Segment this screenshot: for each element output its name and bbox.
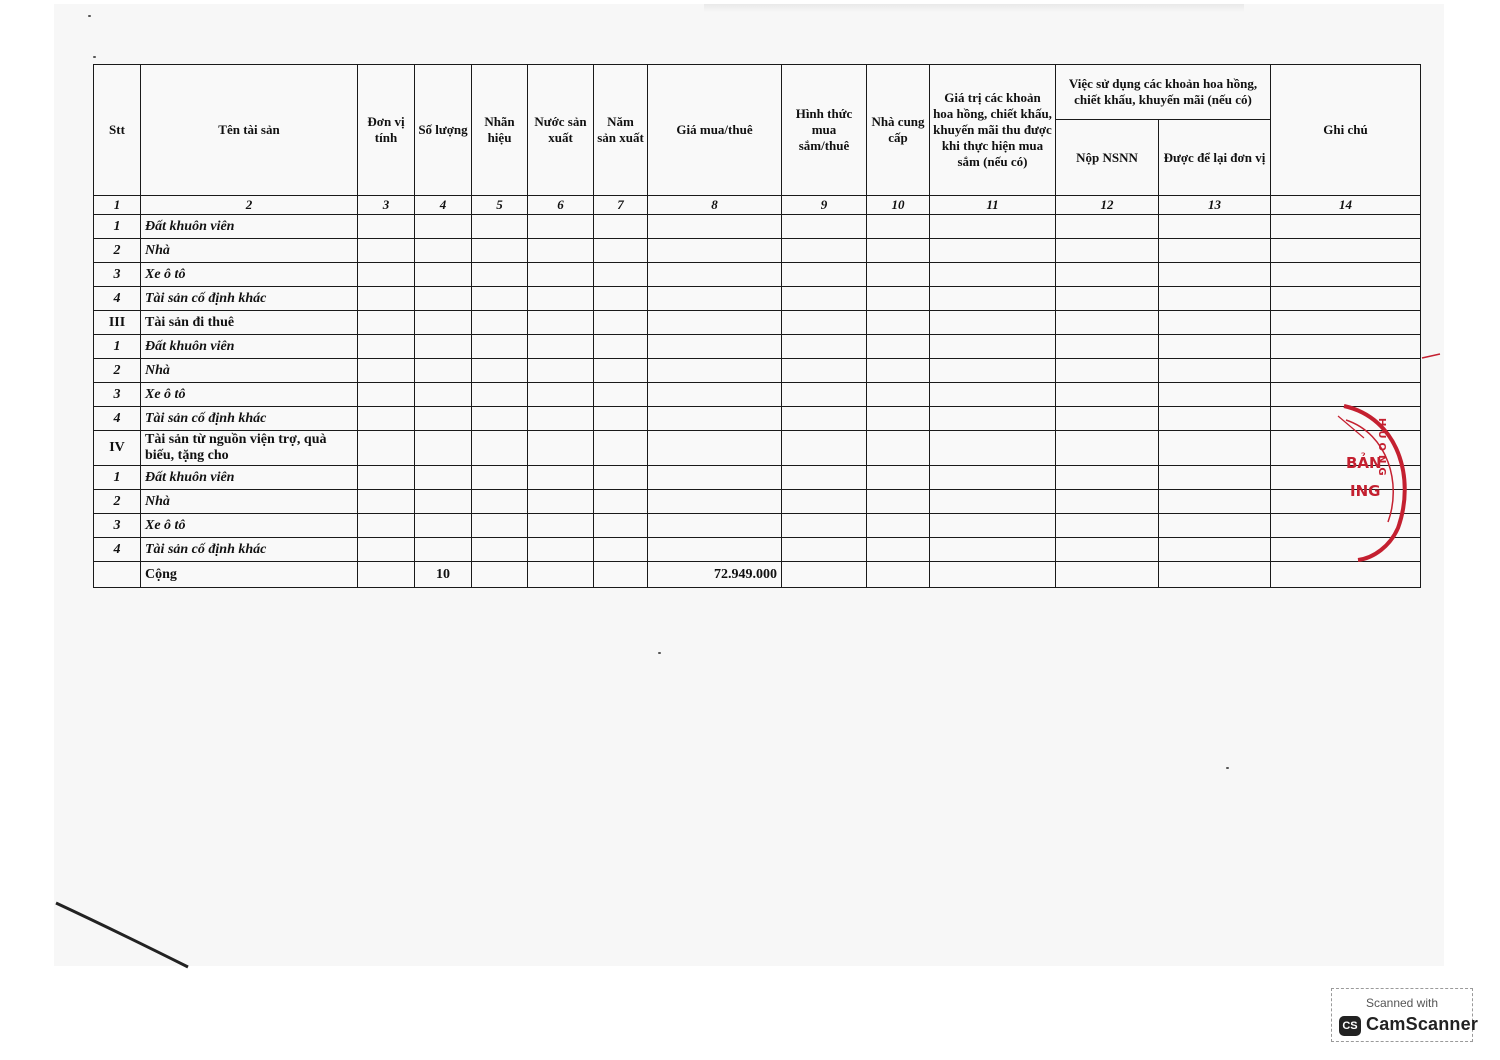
table-cell <box>358 359 415 383</box>
table-cell <box>1159 239 1271 263</box>
table-cell <box>782 490 867 514</box>
table-cell <box>358 431 415 466</box>
watermark-caption: Scanned with <box>1365 996 1439 1010</box>
table-cell <box>648 514 782 538</box>
table-cell <box>867 466 930 490</box>
row-asset-name: Nhà <box>141 490 358 514</box>
table-cell <box>930 407 1056 431</box>
table-cell <box>1271 239 1421 263</box>
table-cell <box>782 263 867 287</box>
table-cell <box>358 215 415 239</box>
table-cell <box>594 514 648 538</box>
row-asset-name: Tài sản cố định khác <box>141 538 358 562</box>
table-cell <box>1056 287 1159 311</box>
scan-edge-shadow <box>704 4 1244 12</box>
table-cell <box>472 538 528 562</box>
table-cell <box>528 407 594 431</box>
table-cell <box>358 311 415 335</box>
table-cell <box>867 431 930 466</box>
table-cell <box>648 335 782 359</box>
table-row <box>94 514 1421 538</box>
row-stt: 4 <box>94 287 141 311</box>
row-stt: 3 <box>94 383 141 407</box>
camscanner-logo-icon: CS <box>1339 1016 1361 1036</box>
watermark-brand: CamScanner <box>1366 1014 1479 1034</box>
table-cell <box>528 514 594 538</box>
row-stt: III <box>94 311 141 335</box>
scan-edge-line <box>54 895 194 970</box>
table-cell <box>1159 466 1271 490</box>
table-cell <box>1159 562 1271 588</box>
row-stt: 1 <box>94 466 141 490</box>
table-cell <box>1271 215 1421 239</box>
table-cell <box>1159 335 1271 359</box>
table-cell <box>1159 538 1271 562</box>
table-cell <box>528 335 594 359</box>
table-cell <box>1271 562 1421 588</box>
column-number: 11 <box>930 196 1056 215</box>
row-stt: 4 <box>94 407 141 431</box>
section-row <box>94 431 1421 466</box>
table-cell <box>930 490 1056 514</box>
table-cell <box>782 239 867 263</box>
table-cell <box>782 359 867 383</box>
table-cell <box>1056 562 1159 588</box>
total-price: 72.949.000 <box>648 562 782 588</box>
table-cell <box>528 263 594 287</box>
table-cell <box>867 359 930 383</box>
column-number: 14 <box>1271 196 1421 215</box>
table-cell <box>472 407 528 431</box>
row-asset-name: Xe ô tô <box>141 383 358 407</box>
table-cell <box>867 383 930 407</box>
table-cell <box>867 490 930 514</box>
table-cell <box>594 562 648 588</box>
table-cell <box>528 431 594 466</box>
table-cell <box>358 538 415 562</box>
table-cell <box>782 335 867 359</box>
row-asset-name: Tài sản từ nguồn viện trợ, quà biếu, tặng cho <box>141 431 358 466</box>
table-cell <box>1159 311 1271 335</box>
table-cell <box>1159 359 1271 383</box>
row-asset-name: Xe ô tô <box>141 263 358 287</box>
row-asset-name: Tài sản đi thuê <box>141 311 358 335</box>
table-cell <box>358 466 415 490</box>
table-cell <box>472 490 528 514</box>
header-retained: Được để lại đơn vị <box>1159 120 1271 196</box>
table-cell <box>528 538 594 562</box>
table-cell <box>528 562 594 588</box>
table-cell <box>867 407 930 431</box>
header-purchase-form: Hình thức mua sắm/thuê <box>782 65 867 196</box>
table-cell <box>1056 538 1159 562</box>
header-year: Năm sản xuất <box>594 65 648 196</box>
column-number: 8 <box>648 196 782 215</box>
column-number: 7 <box>594 196 648 215</box>
table-cell <box>594 335 648 359</box>
table-cell <box>867 215 930 239</box>
table-cell <box>782 431 867 466</box>
table-cell <box>528 311 594 335</box>
table-cell <box>415 335 472 359</box>
table-cell <box>648 359 782 383</box>
header-stt: Stt <box>94 65 141 196</box>
table-cell <box>472 287 528 311</box>
table-cell <box>1056 514 1159 538</box>
table-cell <box>594 538 648 562</box>
table-cell <box>415 538 472 562</box>
table-cell <box>415 407 472 431</box>
pen-mark <box>1420 350 1444 362</box>
table-cell <box>867 335 930 359</box>
table-cell <box>930 311 1056 335</box>
table-cell <box>528 215 594 239</box>
table-cell <box>415 287 472 311</box>
table-row <box>94 239 1421 263</box>
table-cell <box>1271 263 1421 287</box>
column-number: 1 <box>94 196 141 215</box>
stamp-text: BẢN <box>1346 454 1382 472</box>
table-cell <box>648 407 782 431</box>
table-cell <box>648 239 782 263</box>
table-cell <box>1271 514 1421 538</box>
table-cell <box>358 287 415 311</box>
table-cell <box>782 538 867 562</box>
table-cell <box>930 287 1056 311</box>
table-cell <box>415 359 472 383</box>
table-cell <box>930 263 1056 287</box>
scan-speck <box>88 15 91 17</box>
total-stt-cell <box>94 562 141 588</box>
row-stt: 2 <box>94 359 141 383</box>
header-row <box>94 65 1421 120</box>
table-cell <box>782 562 867 588</box>
header-country: Nước sản xuất <box>528 65 594 196</box>
table-cell <box>1056 431 1159 466</box>
total-quantity: 10 <box>415 562 472 588</box>
scan-speck <box>1226 767 1229 769</box>
table-cell <box>648 538 782 562</box>
table-cell <box>594 383 648 407</box>
table-cell <box>1271 335 1421 359</box>
table-cell <box>867 562 930 588</box>
table-row <box>94 407 1421 431</box>
table-cell <box>358 239 415 263</box>
table-cell <box>1056 311 1159 335</box>
table-cell <box>867 287 930 311</box>
table-cell <box>1159 407 1271 431</box>
column-number: 9 <box>782 196 867 215</box>
table-cell <box>472 239 528 263</box>
table-cell <box>358 383 415 407</box>
column-number: 6 <box>528 196 594 215</box>
table-cell <box>1056 466 1159 490</box>
scan-speck <box>658 652 661 654</box>
table-cell <box>415 490 472 514</box>
table-cell <box>594 215 648 239</box>
table-cell <box>472 431 528 466</box>
table-cell <box>648 383 782 407</box>
table-row <box>94 538 1421 562</box>
row-stt: 4 <box>94 538 141 562</box>
table-cell <box>528 287 594 311</box>
table-cell <box>594 490 648 514</box>
table-cell <box>648 431 782 466</box>
table-cell <box>930 538 1056 562</box>
table-cell <box>594 287 648 311</box>
row-asset-name: Tài sản cố định khác <box>141 287 358 311</box>
table-cell <box>594 311 648 335</box>
row-stt: 3 <box>94 263 141 287</box>
table-cell <box>782 215 867 239</box>
table-cell <box>415 466 472 490</box>
table-cell <box>358 407 415 431</box>
table-row <box>94 383 1421 407</box>
table-cell <box>528 239 594 263</box>
column-number: 12 <box>1056 196 1159 215</box>
table-cell <box>594 431 648 466</box>
table-cell <box>472 263 528 287</box>
table-cell <box>1271 311 1421 335</box>
table-row <box>94 215 1421 239</box>
table-cell <box>930 359 1056 383</box>
table-cell <box>1056 407 1159 431</box>
table-cell <box>930 239 1056 263</box>
table-cell <box>528 383 594 407</box>
table-cell <box>930 215 1056 239</box>
table-row <box>94 490 1421 514</box>
header-quantity: Số lượng <box>415 65 472 196</box>
row-stt: 1 <box>94 215 141 239</box>
header-price: Giá mua/thuê <box>648 65 782 196</box>
table-cell <box>358 263 415 287</box>
table-cell <box>867 263 930 287</box>
table-cell <box>782 466 867 490</box>
stamp-text: ING <box>1350 482 1381 500</box>
table-cell <box>358 490 415 514</box>
table-cell <box>358 562 415 588</box>
table-cell <box>358 514 415 538</box>
table-cell <box>415 383 472 407</box>
header-unit: Đơn vị tính <box>358 65 415 196</box>
table-cell <box>1271 431 1421 466</box>
scan-speck <box>93 56 96 58</box>
table-cell <box>1056 359 1159 383</box>
table-cell <box>1159 514 1271 538</box>
table-cell <box>1056 383 1159 407</box>
table-cell <box>528 359 594 383</box>
table-cell <box>782 311 867 335</box>
table-cell <box>358 335 415 359</box>
table-cell <box>1271 287 1421 311</box>
table-row <box>94 359 1421 383</box>
column-number: 10 <box>867 196 930 215</box>
table-cell <box>472 359 528 383</box>
camscanner-watermark <box>1331 988 1479 1042</box>
table-cell <box>867 311 930 335</box>
table-cell <box>472 466 528 490</box>
table-cell <box>648 466 782 490</box>
table-cell <box>1159 490 1271 514</box>
row-asset-name: Đất khuôn viên <box>141 335 358 359</box>
row-asset-name: Xe ô tô <box>141 514 358 538</box>
table-cell <box>782 287 867 311</box>
table-cell <box>415 431 472 466</box>
table-row <box>94 287 1421 311</box>
table-cell <box>415 263 472 287</box>
table-cell <box>472 562 528 588</box>
table-cell <box>867 538 930 562</box>
table-cell <box>1159 215 1271 239</box>
table-cell <box>1056 239 1159 263</box>
table-cell <box>472 383 528 407</box>
table-cell <box>472 514 528 538</box>
table-cell <box>648 490 782 514</box>
asset-table <box>93 64 1421 588</box>
table-cell <box>782 514 867 538</box>
table-row <box>94 335 1421 359</box>
table-cell <box>1056 490 1159 514</box>
table-cell <box>594 466 648 490</box>
header-asset-name: Tên tài sản <box>141 65 358 196</box>
column-number: 2 <box>141 196 358 215</box>
column-number: 3 <box>358 196 415 215</box>
header-note: Ghi chú <box>1271 65 1421 196</box>
column-number: 4 <box>415 196 472 215</box>
table-cell <box>1159 287 1271 311</box>
column-number: 13 <box>1159 196 1271 215</box>
table-cell <box>594 239 648 263</box>
table-cell <box>528 490 594 514</box>
table-cell <box>1056 263 1159 287</box>
row-stt: 1 <box>94 335 141 359</box>
table-cell <box>930 562 1056 588</box>
total-row <box>94 562 1421 588</box>
table-cell <box>782 383 867 407</box>
table-cell <box>1271 359 1421 383</box>
header-supplier: Nhà cung cấp <box>867 65 930 196</box>
table-cell <box>415 239 472 263</box>
header-usage-group: Việc sử dụng các khoản hoa hồng, chiết khấu, khuyến mãi (nếu có) <box>1056 65 1271 120</box>
table-cell <box>648 311 782 335</box>
table-cell <box>472 335 528 359</box>
table-cell <box>1056 335 1159 359</box>
header-commission-value: Giá trị các khoản hoa hồng, chiết khấu, khuyến mãi thu được khi thực hiện mua sắm (nếu có) <box>930 65 1056 196</box>
table-cell <box>782 407 867 431</box>
table-cell <box>472 215 528 239</box>
table-cell <box>648 287 782 311</box>
table-cell <box>1159 263 1271 287</box>
row-asset-name: Nhà <box>141 359 358 383</box>
table-cell <box>1271 407 1421 431</box>
table-cell <box>930 335 1056 359</box>
table-cell <box>867 514 930 538</box>
table-row <box>94 263 1421 287</box>
row-asset-name: Nhà <box>141 239 358 263</box>
table-cell <box>472 311 528 335</box>
table-cell <box>930 431 1056 466</box>
table-cell <box>415 215 472 239</box>
table-cell <box>415 311 472 335</box>
column-number-row <box>94 196 1421 215</box>
header-pay-budget: Nộp NSNN <box>1056 120 1159 196</box>
table-cell <box>594 359 648 383</box>
table-cell <box>648 263 782 287</box>
row-asset-name: Đất khuôn viên <box>141 466 358 490</box>
table-cell <box>1271 490 1421 514</box>
table-cell <box>648 215 782 239</box>
table-cell <box>867 239 930 263</box>
table-cell <box>1056 215 1159 239</box>
column-number: 5 <box>472 196 528 215</box>
table-cell <box>930 466 1056 490</box>
table-cell <box>1159 431 1271 466</box>
table-cell <box>1271 538 1421 562</box>
table-cell <box>1271 466 1421 490</box>
table-cell <box>930 383 1056 407</box>
table-row <box>94 466 1421 490</box>
row-stt: IV <box>94 431 141 466</box>
table-cell <box>415 514 472 538</box>
row-stt: 3 <box>94 514 141 538</box>
table-cell <box>1159 383 1271 407</box>
row-asset-name: Đất khuôn viên <box>141 215 358 239</box>
row-stt: 2 <box>94 239 141 263</box>
table-body <box>94 215 1421 562</box>
total-label: Cộng <box>141 562 358 588</box>
table-cell <box>594 407 648 431</box>
header-brand: Nhãn hiệu <box>472 65 528 196</box>
row-asset-name: Tài sản cố định khác <box>141 407 358 431</box>
table-cell <box>1271 383 1421 407</box>
table-cell <box>930 514 1056 538</box>
row-stt: 2 <box>94 490 141 514</box>
table-cell <box>594 263 648 287</box>
section-row <box>94 311 1421 335</box>
stamp-arc-text: HUONG <box>1376 418 1387 480</box>
table-cell <box>528 466 594 490</box>
